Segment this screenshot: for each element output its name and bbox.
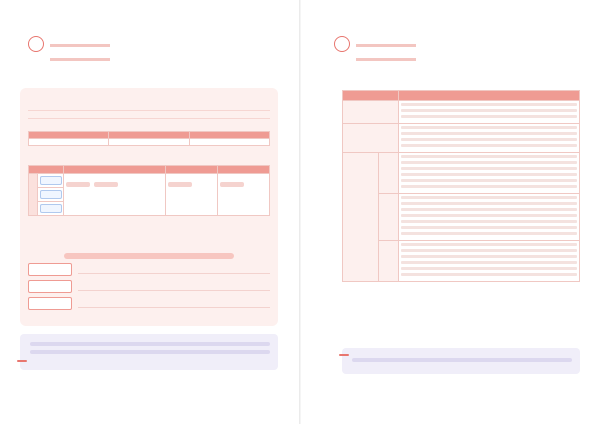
stage-cell bbox=[38, 174, 64, 188]
table-header-cell bbox=[218, 166, 270, 174]
age-cell bbox=[343, 153, 379, 282]
age-row bbox=[28, 263, 270, 276]
table-header-cell bbox=[29, 166, 64, 174]
left-page bbox=[8, 8, 290, 418]
age-text bbox=[78, 282, 270, 291]
age-guide-label bbox=[64, 253, 233, 259]
table-cell bbox=[399, 194, 580, 241]
stage-box bbox=[40, 190, 62, 199]
content-panel bbox=[20, 88, 278, 326]
stage-pill bbox=[66, 182, 90, 187]
table-header-cell bbox=[166, 166, 218, 174]
age-box bbox=[28, 263, 72, 276]
chapter-heading bbox=[334, 36, 416, 61]
table-cell bbox=[399, 241, 580, 282]
tip-text bbox=[352, 358, 572, 366]
table-header-cell bbox=[399, 91, 580, 101]
tip-badge bbox=[17, 360, 27, 362]
table-header-cell bbox=[343, 91, 399, 101]
goals-block bbox=[28, 96, 270, 121]
table-cell bbox=[166, 174, 218, 216]
table-cell bbox=[189, 139, 269, 146]
chapter-number bbox=[28, 36, 44, 52]
stage-pill bbox=[94, 182, 118, 187]
goal-item bbox=[28, 105, 270, 111]
stage-box bbox=[40, 176, 62, 185]
tip-box bbox=[20, 334, 278, 370]
age-box bbox=[28, 297, 72, 310]
table-cell bbox=[399, 124, 580, 153]
goals-label bbox=[28, 96, 270, 102]
chapter-title bbox=[356, 36, 416, 61]
table-side-cell bbox=[29, 174, 38, 216]
book-gutter bbox=[299, 0, 301, 424]
age-cell bbox=[343, 124, 399, 153]
goal-item bbox=[28, 113, 270, 119]
table-cell bbox=[399, 153, 580, 194]
table-cell bbox=[64, 174, 166, 216]
right-page bbox=[310, 8, 592, 418]
chapter-title-line bbox=[50, 36, 110, 47]
chapter-title bbox=[50, 36, 110, 61]
table-header-cell bbox=[64, 166, 166, 174]
goals-list bbox=[28, 105, 270, 119]
stage-pill bbox=[220, 182, 244, 187]
table-cell bbox=[399, 101, 580, 124]
play-table bbox=[342, 90, 580, 282]
stage-box bbox=[40, 204, 62, 213]
tip-text bbox=[30, 342, 270, 358]
stage-pill bbox=[168, 182, 192, 187]
info-table-block bbox=[28, 128, 270, 146]
stage-cell bbox=[38, 188, 64, 202]
development-label bbox=[28, 156, 270, 162]
table-cell bbox=[109, 139, 189, 146]
age-text bbox=[78, 299, 270, 308]
table-header-cell bbox=[29, 132, 109, 139]
development-table bbox=[28, 165, 270, 216]
age-row bbox=[28, 297, 270, 310]
chapter-title-line bbox=[356, 36, 416, 47]
table-header-cell bbox=[109, 132, 189, 139]
tip-badge bbox=[339, 354, 349, 356]
age-box bbox=[28, 280, 72, 293]
info-table bbox=[28, 131, 270, 146]
chapter-title-line bbox=[356, 50, 416, 61]
age-cell bbox=[343, 101, 399, 124]
tip-box bbox=[342, 348, 580, 374]
table-header-cell bbox=[189, 132, 269, 139]
chapter-number bbox=[334, 36, 350, 52]
table-cell bbox=[218, 174, 270, 216]
stage-cell bbox=[38, 202, 64, 216]
age-row bbox=[28, 280, 270, 293]
sub-age-cell bbox=[379, 194, 399, 241]
chapter-heading bbox=[28, 36, 110, 61]
sub-age-cell bbox=[379, 153, 399, 194]
chapter-title-line bbox=[50, 50, 110, 61]
sub-age-cell bbox=[379, 241, 399, 282]
table-cell bbox=[29, 139, 109, 146]
age-guide-block bbox=[28, 248, 270, 310]
age-text bbox=[78, 265, 270, 274]
development-block bbox=[28, 156, 270, 216]
